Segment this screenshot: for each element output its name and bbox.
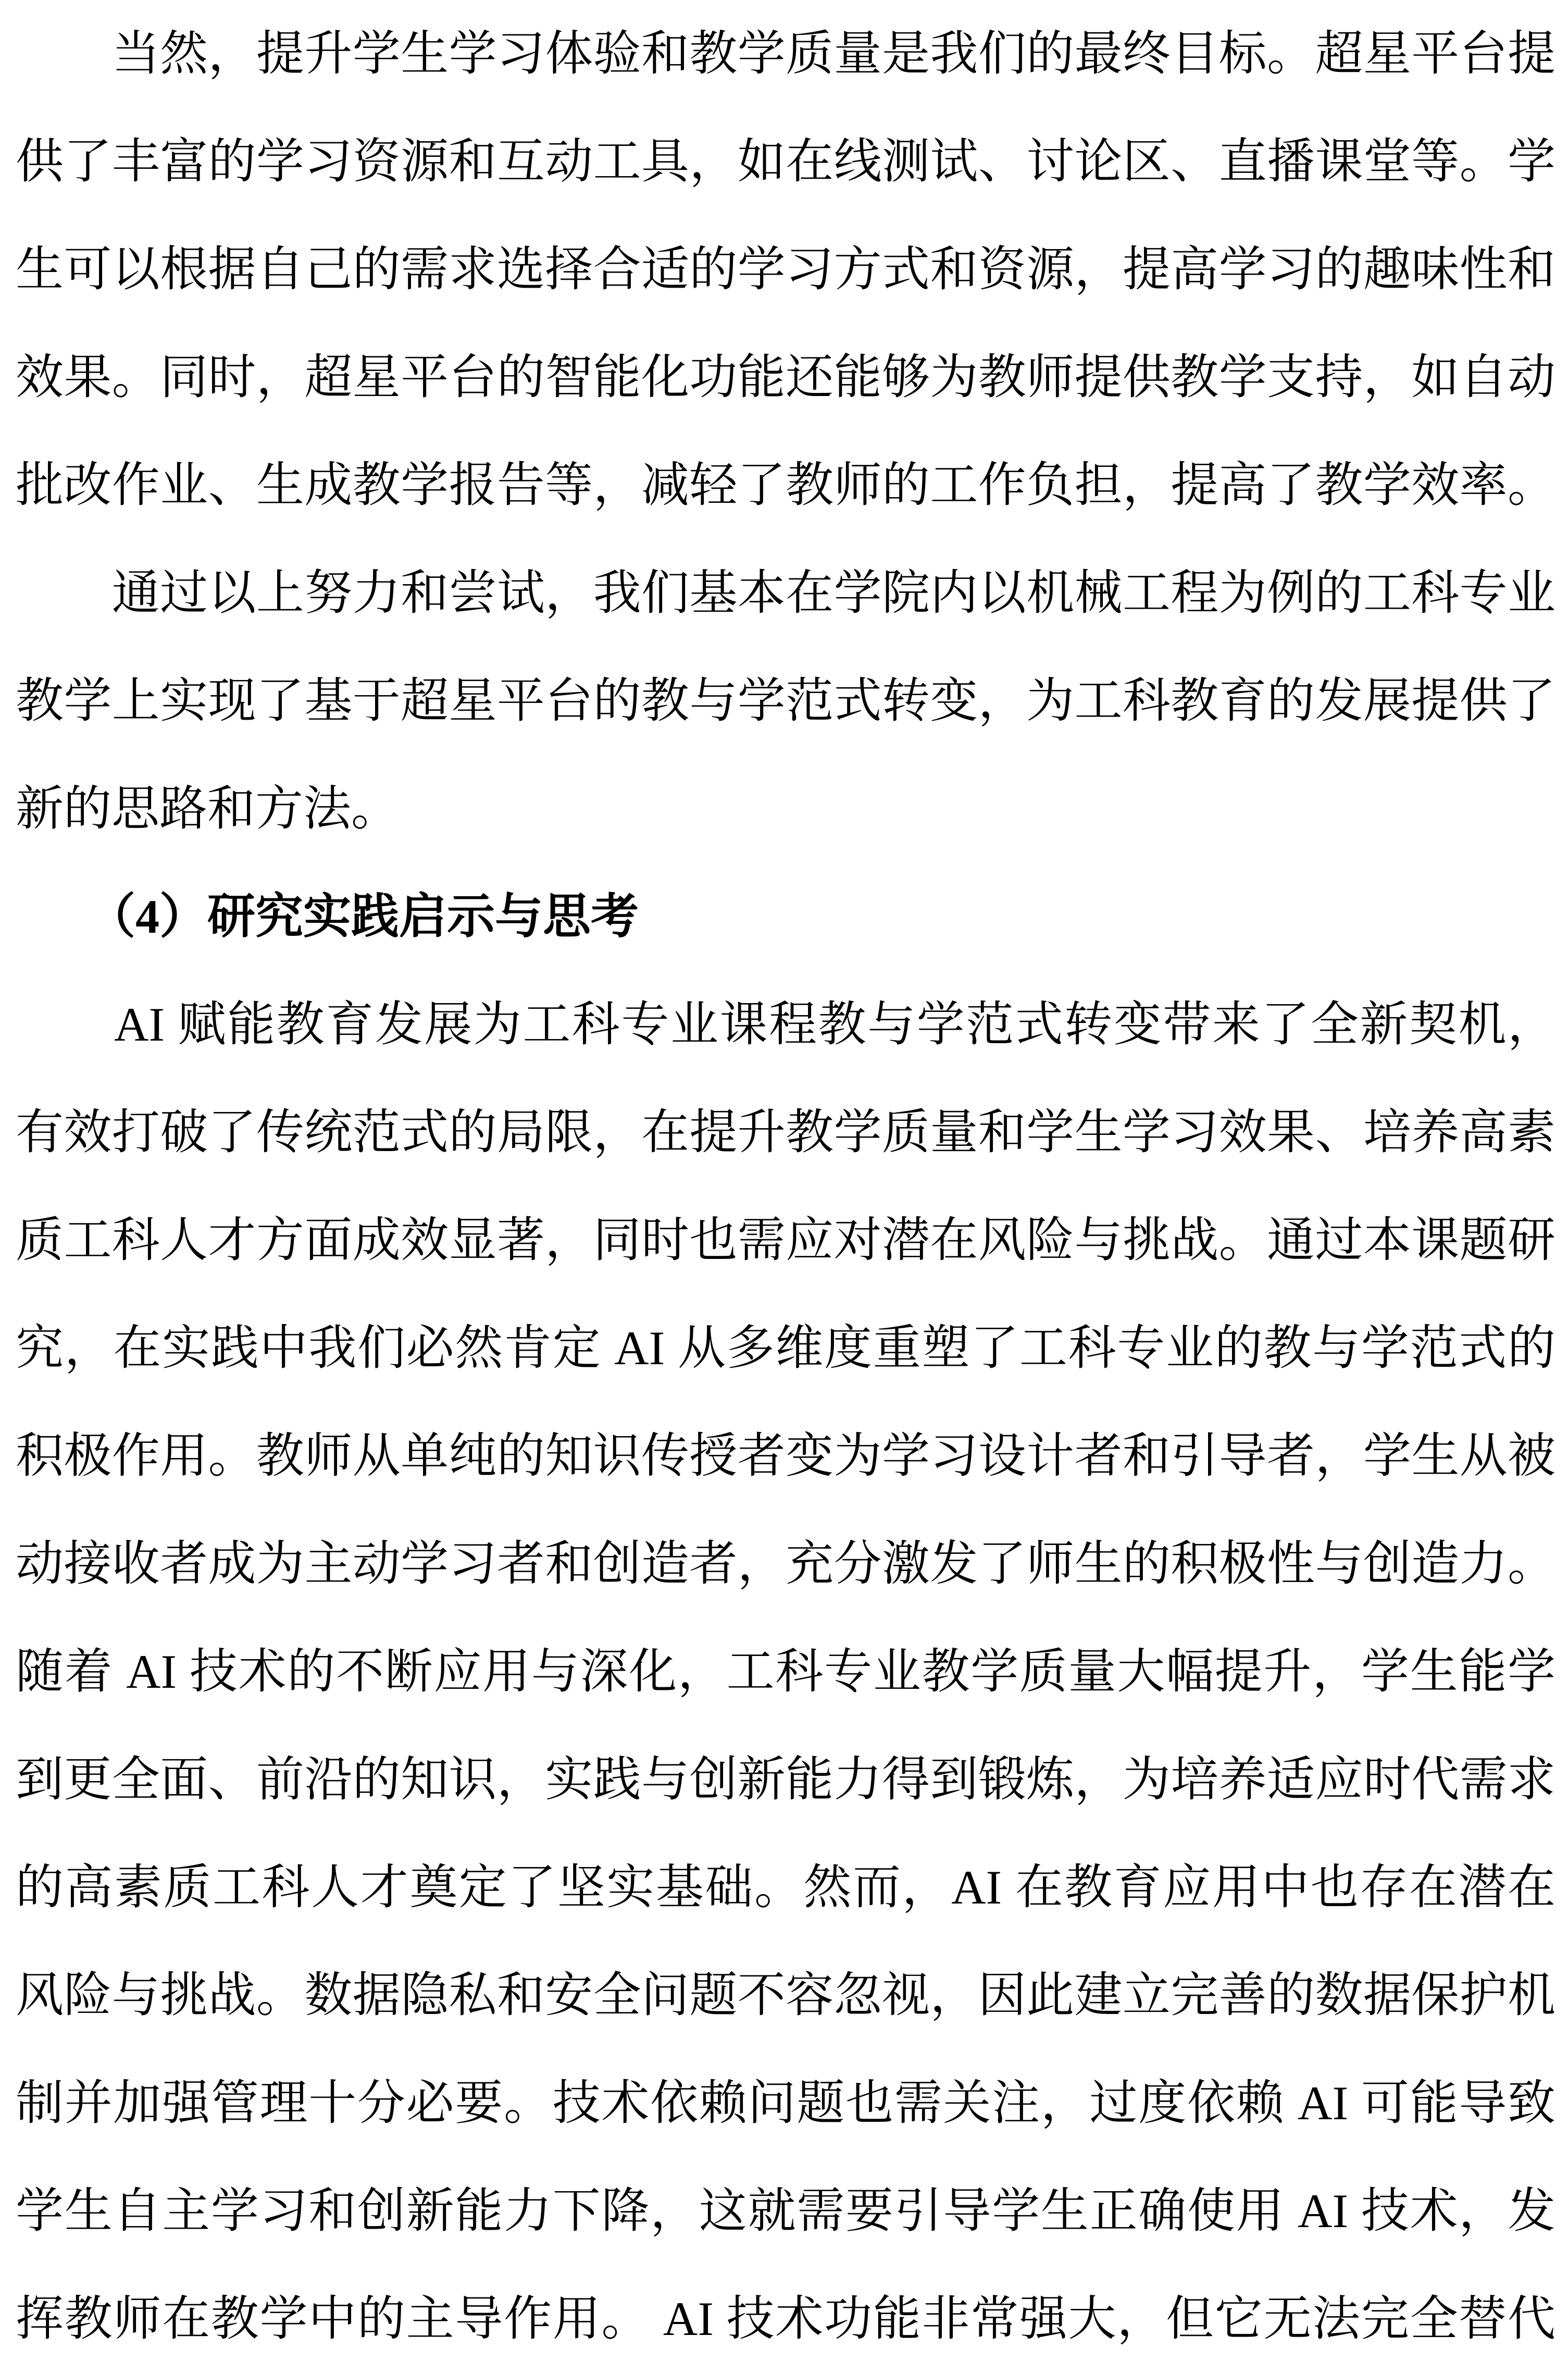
text-line: 质工科人才方面成效显著，同时也需应对潜在风险与挑战。通过本课题研 xyxy=(16,1214,1555,1267)
body-paragraph xyxy=(16,971,1555,2373)
text-line: 批改作业、生成教学报告等，减轻了教师的工作负担，提高了教学效率。 xyxy=(16,459,1555,512)
text-line: 制并加强管理十分必要。技术依赖问题也需关注，过度依赖 AI 可能导致 xyxy=(16,2077,1555,2130)
text-line: 供了丰富的学习资源和互动工具，如在线测试、讨论区、直播课堂等。学 xyxy=(16,135,1555,188)
text-line: 教学上实现了基于超星平台的教与学范式转变，为工科教育的发展提供了 xyxy=(16,674,1555,727)
text-line: 有效打破了传统范式的局限，在提升教学质量和学生学习效果、培养高素 xyxy=(16,1106,1555,1159)
heading-line: （4）研究实践启示与思考 xyxy=(16,890,639,943)
text-line: 学生自主学习和创新能力下降，这就需要引导学生正确使用 AI 技术，发 xyxy=(16,2184,1555,2238)
text-line: 效果。同时，超星平台的智能化功能还能够为教师提供教学支持，如自动 xyxy=(16,351,1555,404)
text-line: 的高素质工科人才奠定了坚实基础。然而，AI 在教育应用中也存在潜在 xyxy=(16,1861,1555,1914)
text-line: 动接收者成为主动学习者和创造者，充分激发了师生的积极性与创造力。 xyxy=(16,1537,1555,1590)
text-line: 新的思路和方法。 xyxy=(16,782,400,835)
text-line: 风险与挑战。数据隐私和安全问题不容忽视，因此建立完善的数据保护机 xyxy=(16,1969,1555,2022)
text-line: 随着 AI 技术的不断应用与深化，工科专业教学质量大幅提升，学生能学 xyxy=(16,1645,1555,1698)
section-heading xyxy=(16,863,1555,971)
body-paragraph xyxy=(16,0,1555,539)
text-line: 挥教师在教学中的主导作用。 AI 技术功能非常强大，但它无法完全替代 xyxy=(16,2292,1555,2345)
text-line: 生可以根据自己的需求选择合适的学习方式和资源，提高学习的趣味性和 xyxy=(16,243,1555,296)
text-line: 究，在实践中我们必然肯定 AI 从多维度重塑了工科专业的教与学范式的 xyxy=(16,1321,1555,1375)
body-paragraph xyxy=(16,539,1555,863)
text-line: 当然，提升学生学习体验和教学质量是我们的最终目标。超星平台提 xyxy=(16,27,1555,80)
text-line: 积极作用。教师从单纯的知识传授者变为学习设计者和引导者，学生从被 xyxy=(16,1429,1555,1482)
text-line: 到更全面、前沿的知识，实践与创新能力得到锻炼，为培养适应时代需求 xyxy=(16,1753,1555,1806)
text-line: AI 赋能教育发展为工科专业课程教与学范式转变带来了全新契机， xyxy=(16,998,1555,1051)
text-line: 通过以上努力和尝试，我们基本在学院内以机械工程为例的工科专业 xyxy=(16,566,1555,620)
